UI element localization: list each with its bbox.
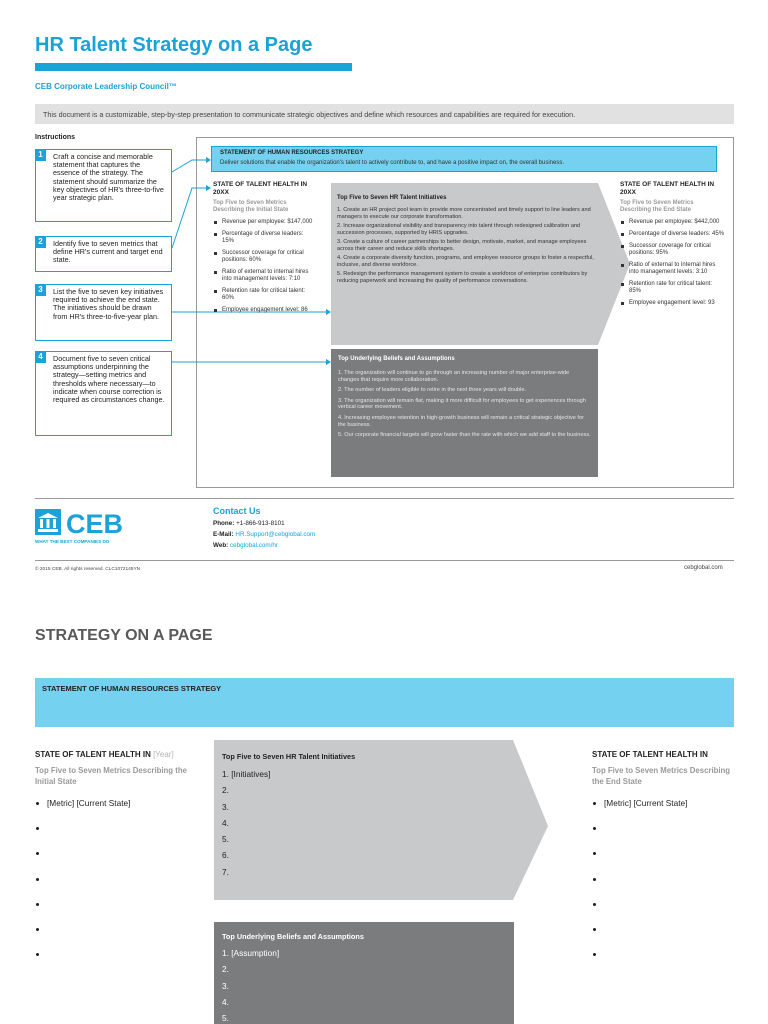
belief-item[interactable]: 2.: [222, 964, 229, 975]
belief-item[interactable]: 3.: [222, 980, 229, 991]
template-end-column: [592, 750, 742, 974]
bullet-item[interactable]: [35, 949, 195, 974]
template-beliefs-box: [214, 922, 514, 1024]
step-text: Document five to seven critical assumptions underpinning the strategy—setting metrics and thresholds where necessary—to indicate when course correction is required as circumstances change.: [53, 354, 165, 405]
instructions-heading: Instructions: [35, 134, 76, 141]
end-metrics-list: [620, 219, 725, 307]
bullet-item[interactable]: [35, 899, 195, 924]
step-text: Craft a concise and memorable statement that captures the essence of the strategy. The statement should summarize the key objectives of HR's three-to-five year strategic plan.: [53, 152, 164, 203]
initial-state-heading: STATE OF TALENT HEALTH IN 20XX: [213, 181, 308, 196]
phone-value: +1-866-913-8101: [236, 520, 285, 527]
template-end-bullets: [592, 798, 742, 974]
initiative-item: 3. Create a culture of career partnerships to better design, motivate, market, and manage employees across their career and reduce skills shortages.: [337, 239, 587, 252]
strategy-statement-text: Deliver solutions that enable the organization's talent to actively contribute to, and have a positive impact on, the overall business.: [220, 160, 565, 166]
initiative-item[interactable]: 2.: [222, 785, 229, 796]
strategy-statement-title: STATEMENT OF HUMAN RESOURCES STRATEGY: [220, 150, 364, 156]
metric-item: Retention rate for critical talent: 85%: [620, 281, 725, 295]
template-initial-heading: STATE OF TALENT HEALTH IN [Year]: [35, 750, 174, 759]
footer-divider: [35, 498, 734, 499]
copyright-divider: [35, 560, 734, 561]
strategy-statement-box: [211, 146, 717, 172]
step-number: 3: [35, 284, 46, 296]
end-state-heading: STATE OF TALENT HEALTH IN 20XX: [620, 181, 715, 196]
logo-tagline: WHAT THE BEST COMPANIES DO: [35, 539, 110, 544]
initiative-item: 2. Increase organizational visibility and transparency into talent through redesigned calibration and succession processes, supported by HRIS upgrades.: [337, 223, 581, 236]
intro-banner: This document is a customizable, step-by-step presentation to communicate strategic objectives and define which resources and capabilities are required for execution.: [35, 104, 734, 124]
beliefs-box: [331, 349, 598, 477]
web-label: Web:: [213, 542, 229, 549]
connector-line-2: [172, 188, 206, 248]
belief-item[interactable]: 4.: [222, 996, 229, 1007]
bullet-item[interactable]: [35, 823, 195, 848]
initiative-item[interactable]: 5.: [222, 834, 229, 845]
step-number: 1: [35, 149, 46, 161]
initiative-item[interactable]: 1. [Initiatives]: [222, 769, 271, 779]
initiatives-list: [337, 207, 595, 287]
metric-item: Revenue per employee: $147,000: [213, 219, 313, 226]
logo-text: CEB: [66, 509, 124, 537]
metric-item: Employee engagement level: 86: [213, 307, 313, 314]
belief-item: 2. The number of leaders eligible to retire in the next three years will double.: [338, 387, 527, 394]
template-beliefs-title: Top Underlying Beliefs and Assumptions: [222, 932, 364, 941]
contact-phone-line: [213, 520, 285, 527]
step-number: 2: [35, 236, 46, 248]
copyright-text: © 2015 CEB. All rights reserved. CLC1072145YN: [35, 567, 141, 572]
template-title: STRATEGY ON A PAGE: [35, 627, 213, 644]
bullet-item[interactable]: [Metric] [Current State]: [35, 798, 195, 823]
initiative-item: 4. Create a corporate diversity function, programs, and employee resource groups to foster a respectful, inclusive, and diverse workforce.: [337, 255, 594, 268]
belief-item: 4. Increasing employee retention in high-growth business will remain a critical strategic objective for the business.: [338, 414, 584, 428]
metric-item: Revenue per employee: $442,000: [620, 219, 725, 226]
initiative-item: 1. Create an HR project pool team to provide more concentrated and timely support to line leaders and managers to execute our corporate transformation.: [337, 207, 591, 220]
metric-item: Percentage of diverse leaders: 45%: [620, 231, 725, 238]
belief-item: 1. The organization will continue to go through an increasing number of major enterprise-wide changes that require more collaboration.: [338, 370, 570, 383]
bullet-item[interactable]: [592, 899, 742, 924]
bullet-item[interactable]: [592, 823, 742, 848]
template-initiatives-title: Top Five to Seven HR Talent Initiatives: [222, 752, 356, 761]
email-link[interactable]: HR.Support@cebglobal.com: [235, 531, 316, 538]
template-end-heading: STATE OF TALENT HEALTH IN: [592, 750, 708, 759]
arrowhead-icon: [206, 185, 211, 191]
step-text: Identify five to seven metrics that define HR's current and target end state.: [53, 239, 163, 265]
end-state-subheading: Top Five to Seven Metrics Describing the End State: [620, 200, 694, 213]
belief-item[interactable]: 1. [Assumption]: [222, 948, 280, 958]
template-statement-title: STATEMENT OF HUMAN RESOURCES STRATEGY: [42, 684, 222, 693]
belief-item: 5. Our corporate financial targets will grow faster than the rate with which we add staff to the business.: [338, 432, 591, 439]
site-url[interactable]: cebglobal.com: [684, 565, 723, 571]
bullet-item[interactable]: [592, 874, 742, 899]
template-initial-column: [35, 750, 195, 974]
bullet-item[interactable]: [592, 924, 742, 949]
step-number: 4: [35, 351, 46, 363]
template-statement-box[interactable]: [35, 678, 734, 727]
bullet-item[interactable]: [35, 924, 195, 949]
template-initial-bullets: [35, 798, 195, 974]
contact-web-line: [213, 542, 278, 549]
step-text: List the five to seven key initiatives required to achieve the end state. The initiatives should be drawn from HR's three-to-five-year plan.: [53, 287, 164, 321]
bullet-item[interactable]: [592, 848, 742, 873]
template-initial-subheading: Top Five to Seven Metrics Describing the Initial State: [35, 766, 187, 786]
page-subtitle: CEB Corporate Leadership Council™: [35, 82, 177, 91]
bullet-item[interactable]: [35, 848, 195, 873]
initiative-item[interactable]: 7.: [222, 866, 229, 877]
template-beliefs-list: [222, 948, 506, 1024]
connector-line-1: [172, 160, 206, 172]
initiatives-title: Top Five to Seven HR Talent Initiatives: [337, 195, 447, 201]
year-placeholder[interactable]: [Year]: [153, 750, 174, 759]
bullet-item[interactable]: [35, 874, 195, 899]
beliefs-list: [338, 370, 591, 439]
initial-state-column: [213, 181, 313, 319]
arrowhead-icon: [326, 309, 331, 315]
bullet-item[interactable]: [Metric] [Current State]: [592, 798, 742, 823]
initial-metrics-list: [213, 219, 313, 314]
page-title: HR Talent Strategy on a Page: [35, 34, 313, 56]
metric-item: Retention rate for critical talent: 60%: [213, 288, 313, 302]
metric-item: Ratio of external to internal hires into management levels: 3:10: [620, 262, 725, 276]
initiative-item[interactable]: 4.: [222, 817, 229, 828]
email-label: E-Mail:: [213, 531, 234, 538]
metric-item: Ratio of external to internal hires into management levels: 7:10: [213, 269, 313, 283]
ceb-logo: [35, 509, 145, 537]
template-initiatives-list: [222, 769, 270, 883]
web-link[interactable]: cebglobal.com/hr: [230, 542, 278, 549]
belief-item: 3. The organization will remain flat, making it more difficult for employees to get experiences through vertical career movement.: [338, 397, 586, 411]
end-state-column: [620, 181, 725, 312]
phone-label: Phone:: [213, 520, 235, 527]
template-end-subheading: Top Five to Seven Metrics Describing the End State: [592, 766, 731, 786]
metric-item: Successor coverage for critical positions: 60%: [213, 250, 313, 264]
initiative-item[interactable]: 3.: [222, 801, 229, 812]
initiative-item: 5. Redesign the performance management system to create a workforce of enterprise contributors by reducing paperwork and increasing the quality of performance conversations.: [337, 271, 588, 284]
initiative-item[interactable]: 6.: [222, 850, 229, 861]
metric-item: Successor coverage for critical positions: 95%: [620, 243, 725, 257]
contact-title: Contact Us: [213, 506, 261, 516]
metric-item: Employee engagement level: 93: [620, 300, 725, 307]
beliefs-title: Top Underlying Beliefs and Assumptions: [338, 356, 455, 362]
bullet-item[interactable]: [592, 949, 742, 974]
initial-state-subheading: Top Five to Seven Metrics Describing the Initial State: [213, 200, 289, 213]
contact-email-line: [213, 531, 315, 538]
belief-item[interactable]: 5.: [222, 1013, 229, 1024]
metric-item: Percentage of diverse leaders: 15%: [213, 231, 313, 245]
